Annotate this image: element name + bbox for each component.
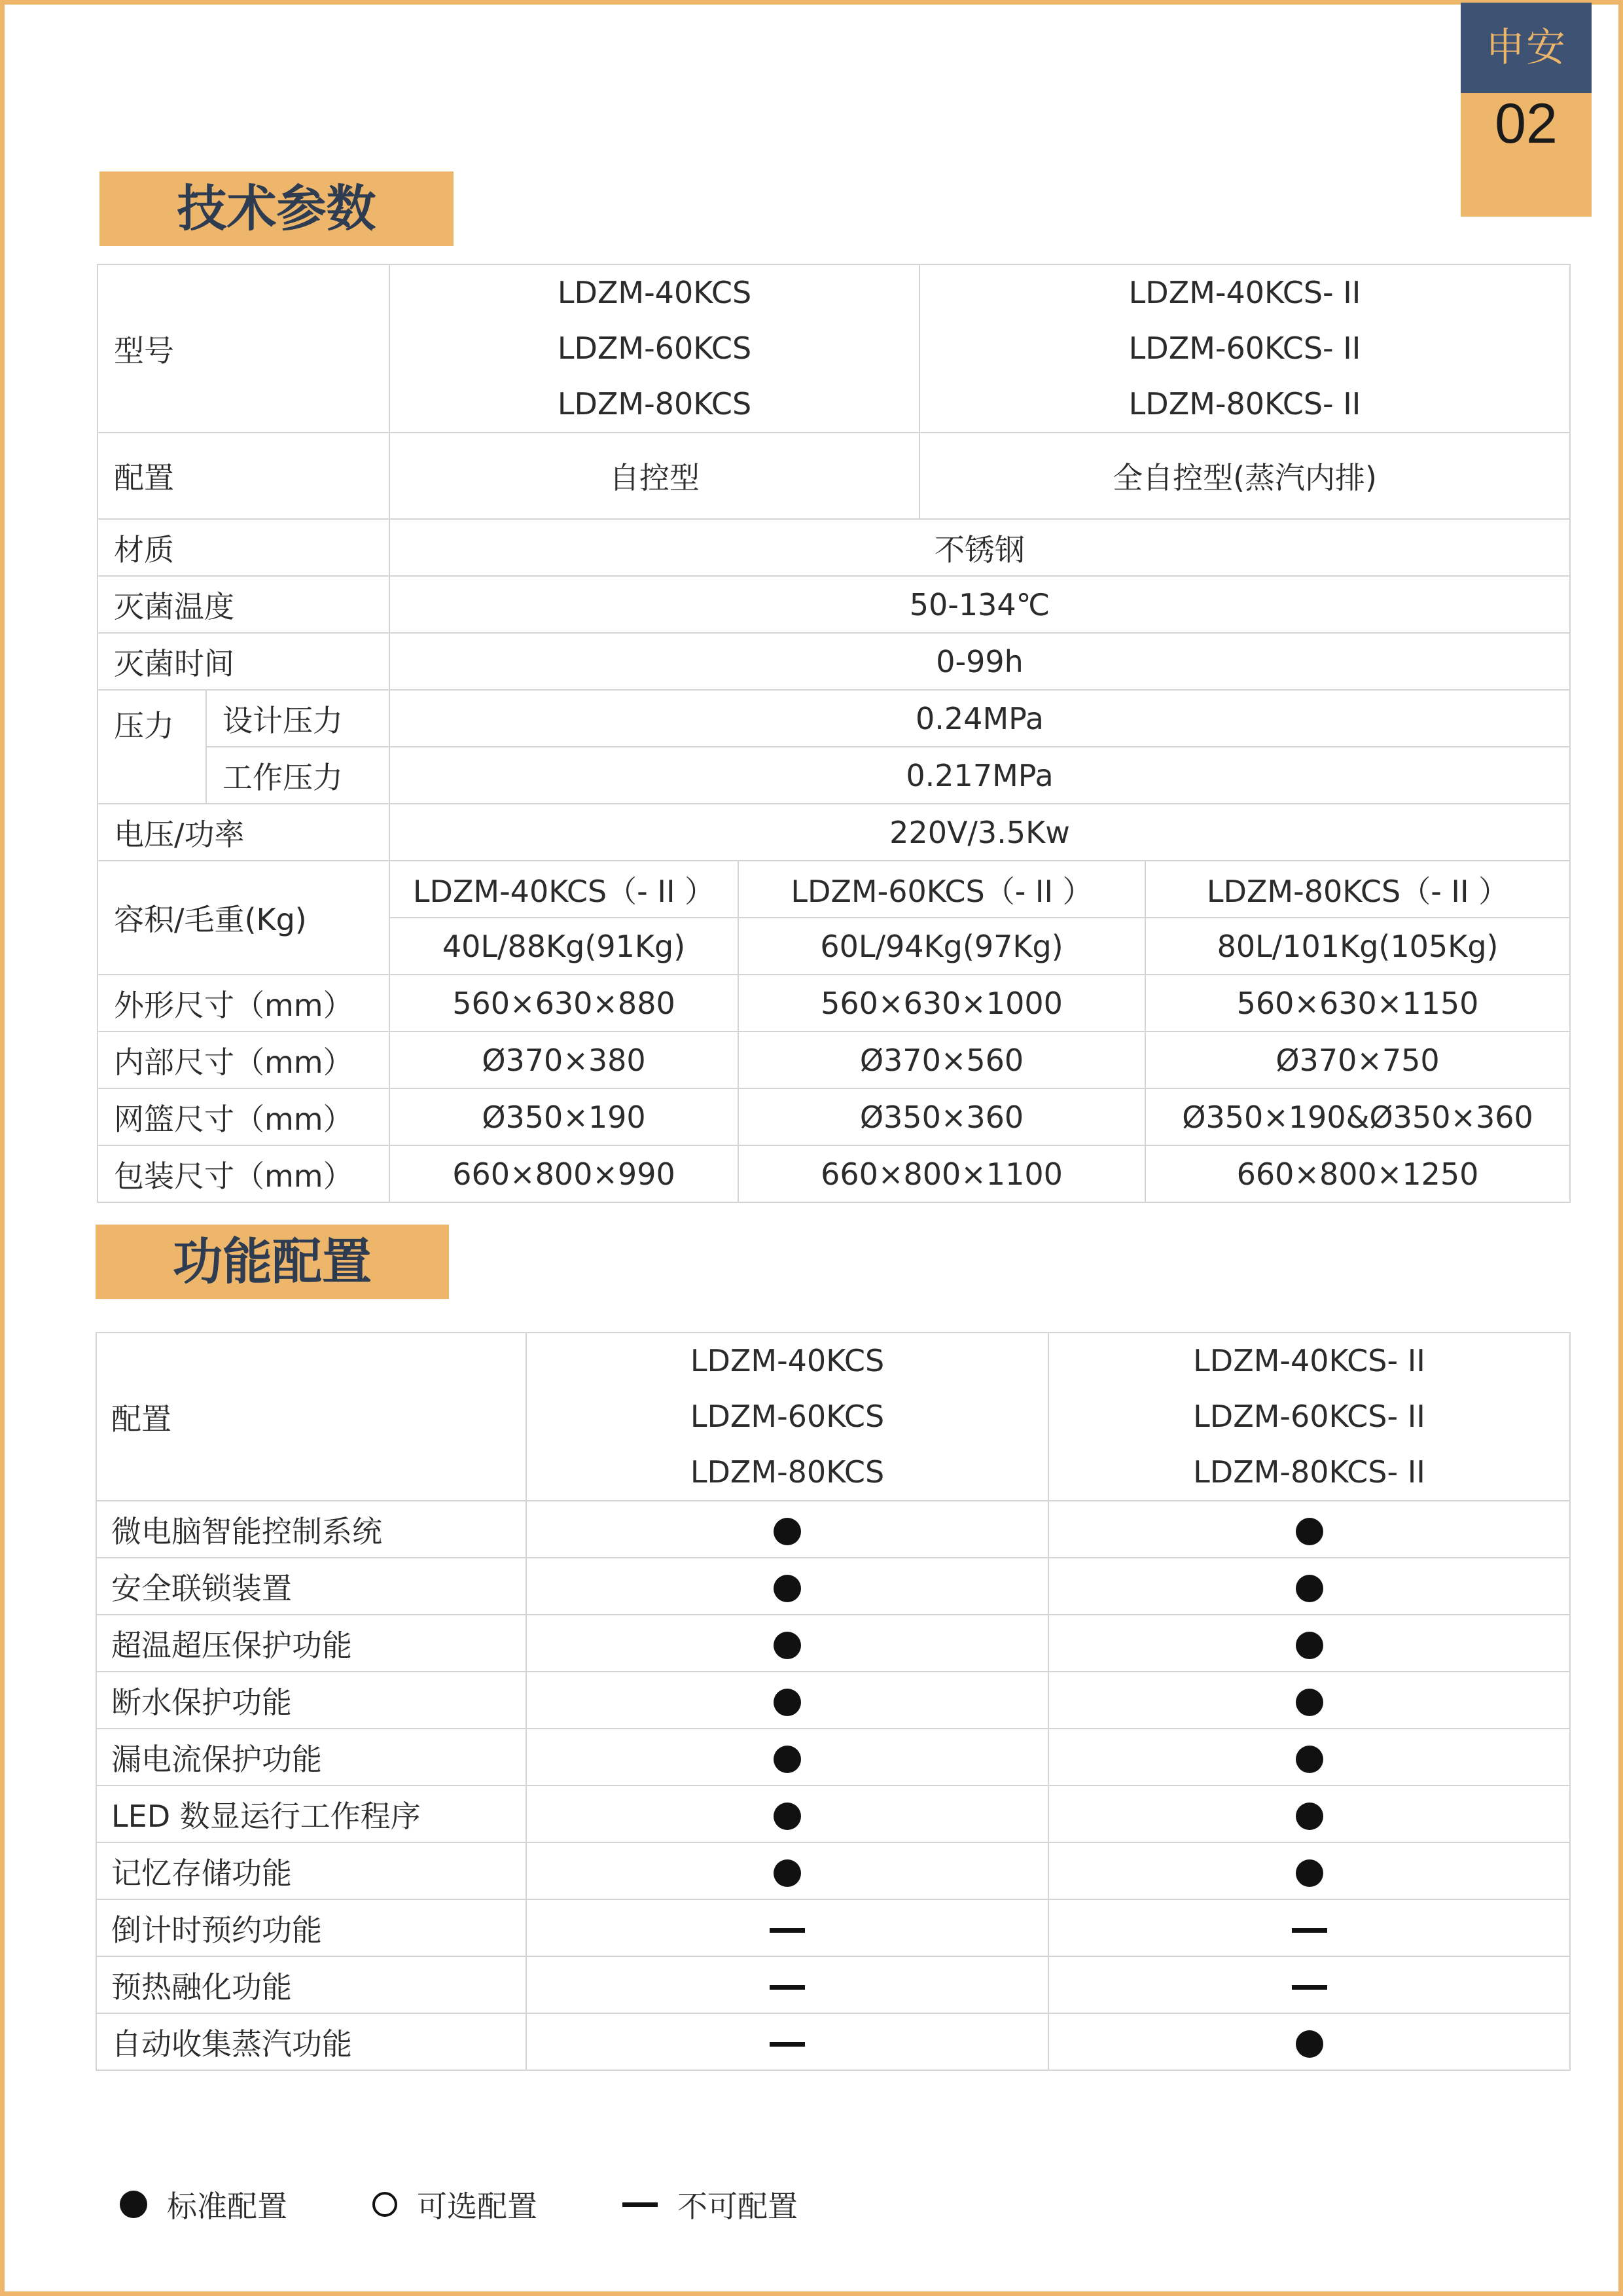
model-name: LDZM-80KCS <box>557 386 752 422</box>
model-group-b <box>919 264 1570 433</box>
feature-status-a <box>526 1785 1048 1842</box>
feature-status-b <box>1048 1615 1570 1672</box>
feature-label: 断水保护功能 <box>96 1672 526 1729</box>
feature-status-b <box>1048 1785 1570 1842</box>
feature-model-group-a <box>526 1333 1048 1501</box>
dimension-value: Ø350×360 <box>738 1088 1145 1145</box>
package-size-label: 包装尺寸（mm） <box>98 1145 389 1202</box>
model-name: LDZM-60KCS- II <box>1128 331 1361 366</box>
sterilize-temp-label: 灭菌温度 <box>98 576 389 633</box>
feature-label: 自动收集蒸汽功能 <box>96 2013 526 2070</box>
dimension-value: Ø370×560 <box>738 1031 1145 1088</box>
model-name: LDZM-60KCS <box>557 331 752 366</box>
feature-status-b <box>1048 2013 1570 2070</box>
dash-icon <box>770 2042 805 2047</box>
model-name: LDZM-80KCS <box>690 1454 885 1490</box>
feature-status-b <box>1048 1729 1570 1785</box>
table-row <box>96 1785 1570 1842</box>
hollow-circle-icon <box>372 2192 397 2217</box>
table-row <box>98 264 1570 433</box>
table-row <box>98 633 1570 690</box>
filled-circle-icon <box>120 2191 147 2218</box>
filled-circle-icon <box>774 1859 801 1887</box>
legend-standard-label: 标准配置 <box>167 2189 287 2224</box>
filled-circle-icon <box>1296 2030 1323 2058</box>
model-name: LDZM-60KCS <box>690 1399 885 1434</box>
working-pressure-value: 0.217MPa <box>389 747 1570 804</box>
pressure-label: 压力 <box>98 690 206 804</box>
dimension-value: 660×800×990 <box>389 1145 738 1202</box>
table-row <box>98 861 1570 918</box>
voltage-power-value: 220V/3.5Kw <box>389 804 1570 861</box>
feature-status-b <box>1048 1558 1570 1615</box>
capacity-value: 40L/88Kg(91Kg) <box>389 918 738 975</box>
capacity-value: 60L/94Kg(97Kg) <box>738 918 1145 975</box>
feature-status-a <box>526 1899 1048 1956</box>
dimension-value: 560×630×880 <box>389 975 738 1031</box>
model-name: LDZM-80KCS- II <box>1193 1454 1425 1490</box>
table-row <box>98 576 1570 633</box>
filled-circle-icon <box>774 1632 801 1659</box>
feature-model-group-b <box>1048 1333 1570 1501</box>
design-pressure-value: 0.24MPa <box>389 690 1570 747</box>
model-group-a <box>389 264 919 433</box>
feature-label: 超温超压保护功能 <box>96 1615 526 1672</box>
model-label: 型号 <box>98 264 389 433</box>
feature-table <box>96 1332 1571 2071</box>
feature-status-b <box>1048 1672 1570 1729</box>
dimension-value: Ø370×750 <box>1145 1031 1570 1088</box>
dimension-value: 660×800×1100 <box>738 1145 1145 1202</box>
spec-section-title: 技术参数 <box>99 171 454 246</box>
dimension-value: Ø350×190 <box>389 1088 738 1145</box>
table-row <box>98 1088 1570 1145</box>
dash-icon <box>622 2202 658 2207</box>
sterilize-time-value: 0-99h <box>389 633 1570 690</box>
model-name: LDZM-40KCS- II <box>1193 1343 1425 1378</box>
feature-status-a <box>526 1558 1048 1615</box>
basket-size-label: 网篮尺寸（mm） <box>98 1088 389 1145</box>
table-row <box>96 1729 1570 1785</box>
legend-standard <box>120 2183 287 2226</box>
table-row <box>98 1145 1570 1202</box>
filled-circle-icon <box>1296 1518 1323 1545</box>
filled-circle-icon <box>1296 1803 1323 1830</box>
config-b: 全自控型(蒸汽内排) <box>919 433 1570 519</box>
legend <box>120 2179 883 2229</box>
capacity-value: 80L/101Kg(105Kg) <box>1145 918 1570 975</box>
table-row <box>96 1501 1570 1558</box>
legend-not-available-label: 不可配置 <box>677 2189 798 2224</box>
filled-circle-icon <box>1296 1575 1323 1602</box>
feature-label: 安全联锁装置 <box>96 1558 526 1615</box>
feature-config-label: 配置 <box>96 1333 526 1501</box>
sterilize-temp-value: 50-134℃ <box>389 576 1570 633</box>
dimension-value: Ø370×380 <box>389 1031 738 1088</box>
table-row <box>98 433 1570 519</box>
filled-circle-icon <box>1296 1746 1323 1773</box>
feature-status-a <box>526 1615 1048 1672</box>
feature-status-a <box>526 1729 1048 1785</box>
capacity-model: LDZM-80KCS（- II ） <box>1145 861 1570 918</box>
filled-circle-icon <box>1296 1859 1323 1887</box>
table-row <box>98 975 1570 1031</box>
table-row <box>96 2013 1570 2070</box>
feature-status-a <box>526 2013 1048 2070</box>
feature-status-a <box>526 1956 1048 2013</box>
table-row <box>98 747 1570 804</box>
dimension-value: 560×630×1000 <box>738 975 1145 1031</box>
outer-size-label: 外形尺寸（mm） <box>98 975 389 1031</box>
table-row <box>96 1558 1570 1615</box>
feature-status-b <box>1048 1501 1570 1558</box>
legend-optional-label: 可选配置 <box>417 2189 537 2224</box>
working-pressure-label: 工作压力 <box>206 747 389 804</box>
design-pressure-label: 设计压力 <box>206 690 389 747</box>
table-row <box>96 1333 1570 1501</box>
table-row <box>96 1956 1570 2013</box>
filled-circle-icon <box>774 1803 801 1830</box>
config-label: 配置 <box>98 433 389 519</box>
spec-table <box>97 264 1571 1203</box>
dimension-value: 660×800×1250 <box>1145 1145 1570 1202</box>
filled-circle-icon <box>1296 1632 1323 1659</box>
dimension-value: Ø350×190&Ø350×360 <box>1145 1088 1570 1145</box>
feature-status-b <box>1048 1956 1570 2013</box>
table-row <box>96 1672 1570 1729</box>
feature-label: LED 数显运行工作程序 <box>96 1785 526 1842</box>
feature-section-title: 功能配置 <box>96 1225 449 1299</box>
inner-size-label: 内部尺寸（mm） <box>98 1031 389 1088</box>
table-row <box>98 804 1570 861</box>
feature-label: 微电脑智能控制系统 <box>96 1501 526 1558</box>
table-row <box>96 1615 1570 1672</box>
dimension-value: 560×630×1150 <box>1145 975 1570 1031</box>
model-name: LDZM-80KCS- II <box>1128 386 1361 422</box>
capacity-model: LDZM-40KCS（- II ） <box>389 861 738 918</box>
model-name: LDZM-40KCS <box>557 275 752 310</box>
material-value: 不锈钢 <box>389 519 1570 576</box>
feature-label: 漏电流保护功能 <box>96 1729 526 1785</box>
config-a: 自控型 <box>389 433 919 519</box>
filled-circle-icon <box>774 1689 801 1716</box>
sterilize-time-label: 灭菌时间 <box>98 633 389 690</box>
table-row <box>96 1899 1570 1956</box>
legend-not-available <box>622 2183 798 2226</box>
table-row <box>98 1031 1570 1088</box>
brand-tab <box>1461 3 1592 217</box>
table-row <box>96 1842 1570 1899</box>
feature-label: 记忆存储功能 <box>96 1842 526 1899</box>
model-name: LDZM-40KCS- II <box>1128 275 1361 310</box>
feature-label: 倒计时预约功能 <box>96 1899 526 1956</box>
feature-status-b <box>1048 1842 1570 1899</box>
feature-label: 预热融化功能 <box>96 1956 526 2013</box>
capacity-model: LDZM-60KCS（- II ） <box>738 861 1145 918</box>
material-label: 材质 <box>98 519 389 576</box>
dash-icon <box>1292 1928 1327 1933</box>
brand-name: 申安 <box>1461 3 1592 93</box>
dash-icon <box>770 1928 805 1933</box>
feature-rows <box>96 1501 1570 2070</box>
dash-icon <box>1292 1985 1327 1990</box>
filled-circle-icon <box>774 1518 801 1545</box>
voltage-power-label: 电压/功率 <box>98 804 389 861</box>
dash-icon <box>770 1985 805 1990</box>
capacity-label: 容积/毛重(Kg) <box>98 861 389 975</box>
filled-circle-icon <box>774 1746 801 1773</box>
table-row <box>98 690 1570 747</box>
legend-optional <box>372 2183 537 2226</box>
feature-status-a <box>526 1501 1048 1558</box>
table-row <box>98 519 1570 576</box>
feature-status-a <box>526 1842 1048 1899</box>
model-name: LDZM-60KCS- II <box>1193 1399 1425 1434</box>
feature-status-b <box>1048 1899 1570 1956</box>
feature-status-a <box>526 1672 1048 1729</box>
page-number: 02 <box>1495 92 1558 155</box>
model-name: LDZM-40KCS <box>690 1343 885 1378</box>
filled-circle-icon <box>1296 1689 1323 1716</box>
filled-circle-icon <box>774 1575 801 1602</box>
